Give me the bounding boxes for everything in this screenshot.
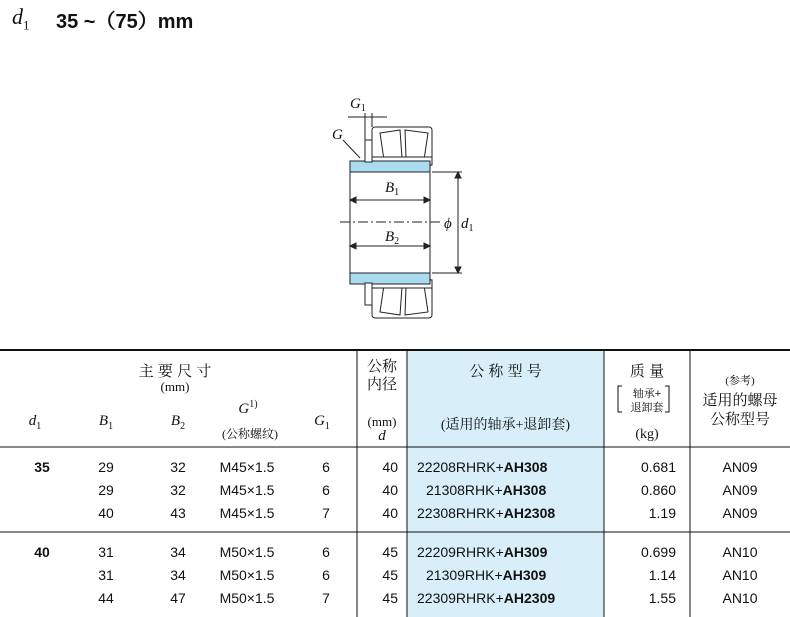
sleeve-bottom [350, 273, 430, 284]
header-designation: 公 称 型 号 [469, 363, 542, 380]
header-mass: 质 量 [629, 363, 665, 380]
title-d-symbol: $d_1$ [12, 4, 30, 33]
sleeve-top [350, 161, 430, 172]
header-mass-unit: (kg) [635, 427, 659, 442]
label-B1: $B_1$ [385, 180, 400, 198]
header-bore-line1: 公称 [366, 358, 397, 375]
title-range: 35 ~（75）mm [56, 11, 194, 33]
label-G: G [332, 127, 343, 143]
header-G-note: (公称螺纹) [222, 427, 278, 441]
header-mass-note1: 轴承+ [632, 388, 662, 400]
header-G1: $G_1$ [314, 413, 330, 432]
header-G: $G^{1)}$ [238, 399, 258, 417]
header-nut-line2: 公称型号 [709, 411, 770, 428]
label-B2: $B_2$ [385, 229, 400, 247]
header-bore-symbol: d [378, 428, 386, 444]
dimension-table: 主 要 尺 寸 (mm) $d_1$ $B_1$ $B_2$ $G^{1)}$ (公称螺纹) $G_1$ 公称 内径 (mm) d 公 称 型 号 (适用的轴承+退卸套) 质 量 轴承+ 退卸套 (kg) (参考) 适用的螺母 公称型号 35 29 32 M45×1.5 6 40 22208RHRK+AH308 0.681 AN09 29 32 M45×1.5 6 40 21308RHK+AH308 0.860 AN09 40 43 M45×1.5 7 40 22308RHRK+AH2308 1.19 AN09 40 31 34 M50×1.5 6 45 22209RHRK+AH309 0.699 AN10 31 34 M50×1.5 6 45 21309RHK+AH309 1.14 AN10 44 47 M50×1.5 7 45 22309RHRK+AH2309 1.55 AN10 [0, 349, 790, 617]
header-bore-unit: (mm) [367, 414, 397, 429]
header-nut-line1: 适用的螺母 [702, 392, 778, 409]
header-B1: $B_1$ [98, 413, 114, 432]
header-main-dims-unit: (mm) [160, 379, 190, 394]
header-bore-line2: 内径 [366, 376, 397, 393]
header-main-dims: 主 要 尺 寸 [138, 363, 212, 380]
header-B2: $B_2$ [170, 413, 186, 432]
bearing-sleeve-diagram [300, 90, 500, 325]
label-phi: ϕ [444, 216, 452, 232]
header-mass-note2: 退卸套 [630, 402, 664, 414]
header-designation-note: (适用的轴承+退卸套) [440, 418, 571, 433]
header-d1: $d_1$ [28, 413, 42, 432]
label-d1: $d_1$ [461, 216, 474, 234]
label-G1: $G_1$ [350, 96, 366, 114]
header-nut-ref: (参考) [725, 375, 755, 387]
